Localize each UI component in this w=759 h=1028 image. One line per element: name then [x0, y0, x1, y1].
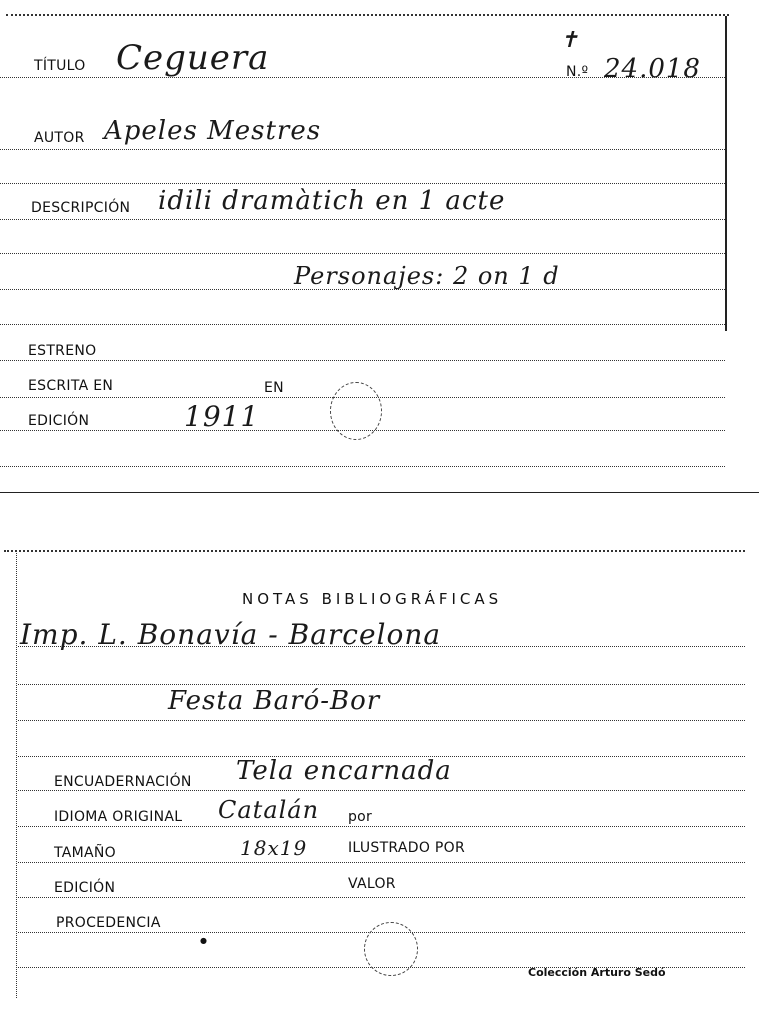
valor-label: VALOR — [348, 876, 396, 892]
note-line-2: Festa Baró-Bor — [168, 686, 381, 716]
cross-mark: ✝ — [560, 28, 580, 53]
escrita-en-label: ESCRITA EN — [28, 378, 114, 394]
en-label: EN — [264, 380, 284, 396]
idioma-value: Catalán — [218, 796, 320, 824]
punch-hole — [364, 922, 418, 976]
ruled-line — [18, 790, 745, 791]
procedencia-label: PROCEDENCIA — [56, 915, 161, 931]
ruled-line — [0, 360, 725, 361]
encuadernacion-label: ENCUADERNACIÓN — [54, 774, 192, 790]
card-bottom-edge — [0, 492, 759, 493]
card-top-edge — [6, 14, 729, 16]
ruled-line — [0, 149, 725, 150]
tamano-value: 18x19 — [240, 836, 308, 860]
card-left-edge — [16, 550, 17, 998]
bottom-catalog-card — [0, 538, 759, 1028]
descripcion-label: DESCRIPCIÓN — [31, 200, 131, 216]
ruled-line — [0, 183, 725, 184]
ruled-line — [0, 466, 725, 467]
numero-label: N.º — [566, 64, 589, 80]
autor-label: AUTOR — [34, 130, 85, 146]
edicion-label: EDICIÓN — [28, 413, 90, 429]
ruled-line — [18, 897, 745, 898]
descripcion-value: idili dramàtich en 1 acte — [158, 186, 506, 216]
card-top-edge — [4, 550, 745, 552]
ruled-line — [0, 324, 725, 325]
ink-dot: ● — [200, 936, 207, 945]
titulo-label: TÍTULO — [34, 58, 86, 74]
collection-stamp: Colección Arturo Sedó — [528, 966, 666, 979]
ruled-line — [18, 684, 745, 685]
card-right-edge — [725, 16, 727, 331]
por-label: por — [348, 809, 373, 825]
ruled-line — [18, 826, 745, 827]
notas-heading: NOTAS BIBLIOGRÁFICAS — [242, 590, 503, 608]
titulo-value: Ceguera — [116, 38, 270, 78]
ruled-line — [18, 720, 745, 721]
ruled-line — [18, 862, 745, 863]
personajes-value: Personajes: 2 on 1 d — [294, 262, 560, 290]
ilustrado-label: ILUSTRADO POR — [348, 840, 465, 856]
punch-hole — [330, 382, 382, 440]
ruled-line — [0, 219, 725, 220]
idioma-label: IDIOMA ORIGINAL — [54, 809, 183, 825]
autor-value: Apeles Mestres — [104, 116, 322, 146]
numero-value: 24.018 — [604, 54, 701, 84]
tamano-label: TAMAÑO — [54, 845, 116, 861]
edicion-label: EDICIÓN — [54, 880, 116, 896]
estreno-label: ESTRENO — [28, 343, 97, 359]
ruled-line — [0, 253, 725, 254]
encuadernacion-value: Tela encarnada — [236, 756, 452, 786]
edicion-value: 1911 — [184, 400, 260, 433]
note-line-1: Imp. L. Bonavía - Barcelona — [20, 618, 442, 651]
top-catalog-card — [0, 0, 759, 495]
